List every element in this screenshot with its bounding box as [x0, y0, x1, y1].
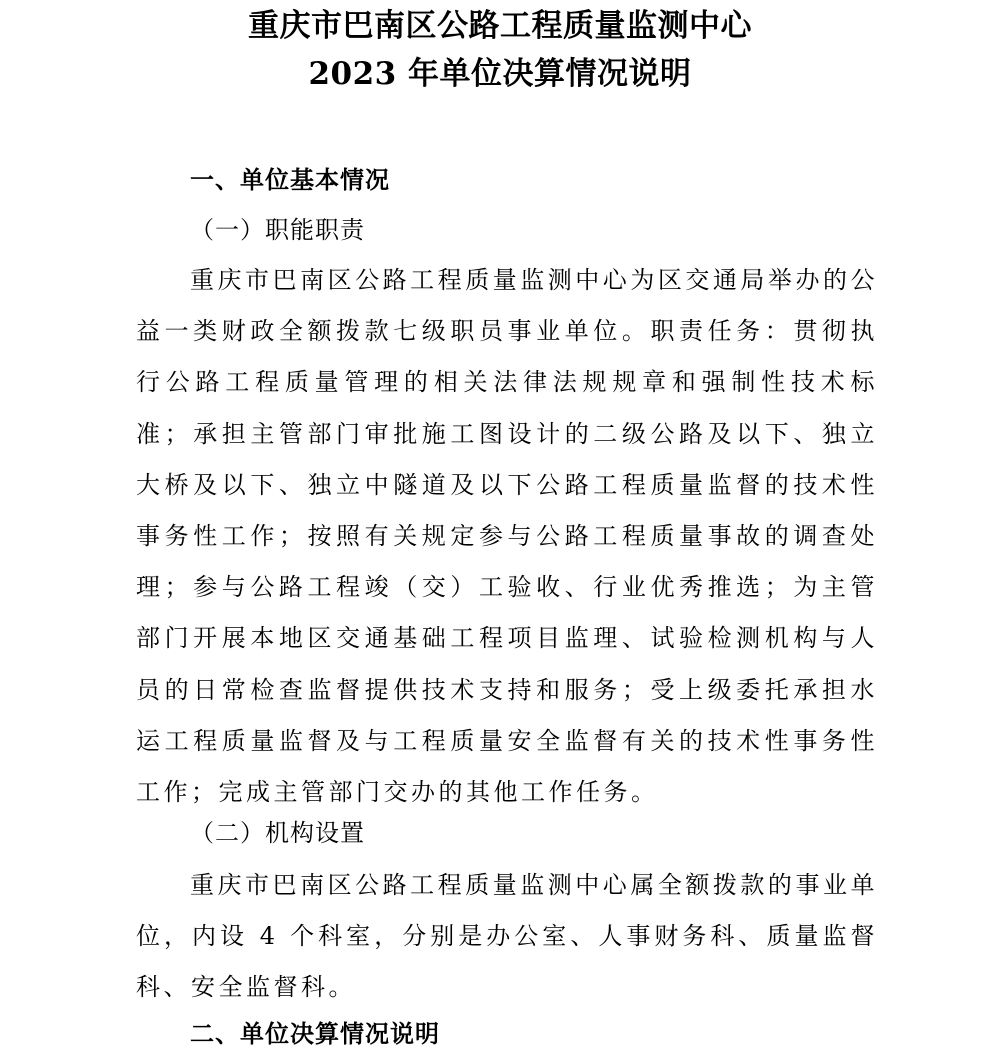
section-2-heading: 二、单位决算情况说明 — [190, 1019, 440, 1048]
subsection-1-body: 重庆市巴南区公路工程质量监测中心为区交通局举办的公益一类财政全额拨款七级职员事业单位。职责任务：贯彻执行公路工程质量管理的相关法律法规规章和强制性技术标准；承担主管部门审批施工图设计的二级公路及以下、独立大桥及以下、独立中隧道及以下公路工程质量监督的技术性事务性工作；按照有关规定参与公路工程质量事故的调查处理；参与公路工程竣（交）工验收、行业优秀推选；为主管部门开展本地区交通基础工程项目监理、试验检测机构与人员的日常检查监督提供技术支持和服务；受上级委托承担水运工程质量监督及与工程质量安全监督有关的技术性事务性工作；完成主管部门交办的其他工作任务。 — [136, 266, 878, 807]
subsection-2-body: 重庆市巴南区公路工程质量监测中心属全额拨款的事业单位，内设 4 个科室，分别是办公室、人事财务科、质量监督科、安全监督科。 — [136, 871, 878, 1002]
section-1-heading: 一、单位基本情况 — [190, 165, 390, 194]
subsection-1-heading: （一）职能职责 — [190, 216, 365, 244]
document-title-line-1: 重庆市巴南区公路工程质量监测中心 — [248, 8, 752, 44]
subsection-2-heading: （二）机构设置 — [190, 819, 365, 847]
document-title-line-2: 2023 年单位决算情况说明 — [308, 56, 692, 92]
